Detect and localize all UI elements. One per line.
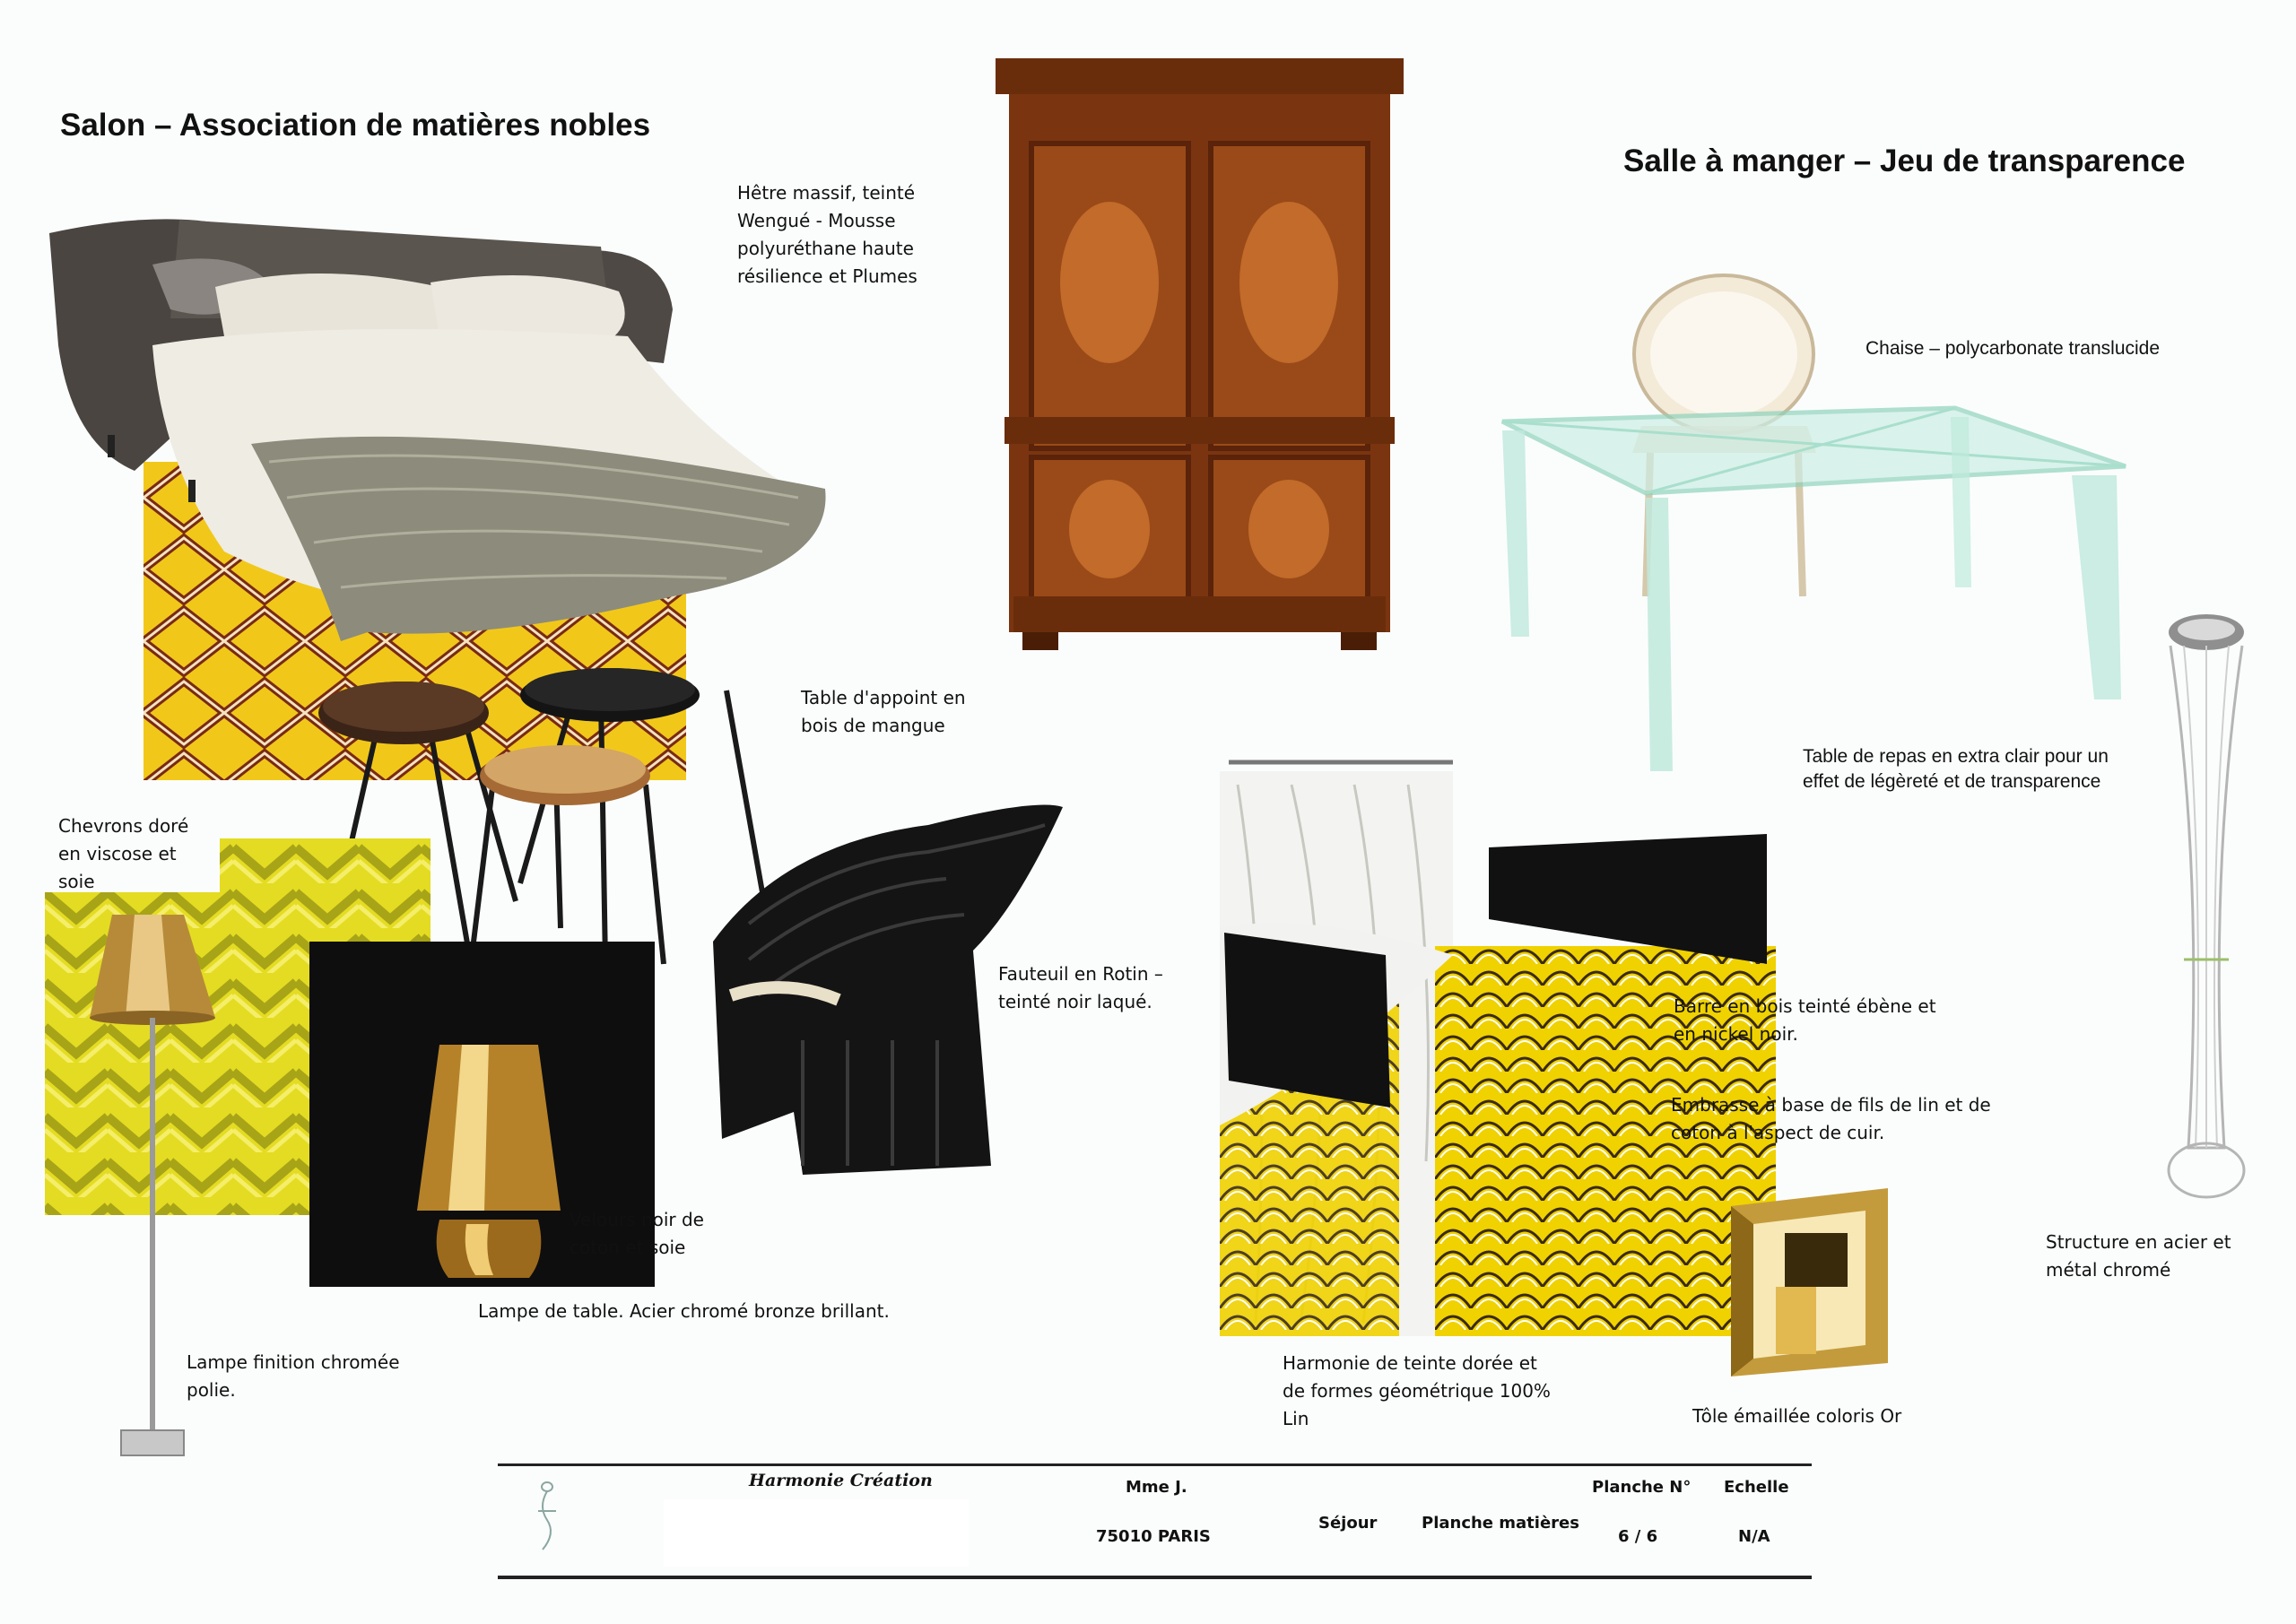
harmonie-caption: Harmonie de teinte dorée et de formes géométrique 100% Lin [1283,1352,1551,1429]
table-lamp-image [413,1040,565,1287]
salle-title: Salle à manger – Jeu de transparence [1623,143,2186,178]
chrome-floor-lamp-image [2161,610,2251,1211]
planche-value: 6 / 6 [1618,1527,1658,1546]
tole-caption: Tôle émaillée coloris Or [1692,1405,1902,1427]
footer-top-rule [498,1463,1812,1466]
echelle-label: Echelle [1724,1478,1789,1497]
armchair-caption: Fauteuil en Rotin – teinté noir laqué. [998,963,1163,1012]
sofa-caption: Hêtre massif, teinté Wengué - Mousse polyuréthane haute résilience et Plumes [737,182,918,287]
floor-lamp-caption: Lampe finition chromée polie. [187,1351,400,1401]
client-name: Mme J. [1126,1478,1187,1497]
chair-caption: Chaise – polycarbonate translucide [1866,338,2161,359]
glass-table-image [1498,395,2130,776]
sheet-type: Planche matières [1422,1514,1579,1533]
rod-caption: Barre en bois teinté ébène et en nickel noir. [1674,995,1936,1045]
brand-logo-icon [534,1480,561,1553]
redacted-block [664,1499,969,1567]
room-name: Séjour [1318,1514,1378,1533]
table-lamp-caption: Lampe de table. Acier chromé bronze brillant. [478,1300,890,1322]
chevrons-caption: Chevrons doré en viscose et soie [58,815,189,892]
planche-label: Planche N° [1592,1478,1692,1497]
brand-name: Harmonie Création [749,1471,933,1490]
salon-title: Salon – Association de matières nobles [60,108,651,143]
dining-table-caption: Table de repas en extra clair pour un effet de légèreté et de transparence [1803,746,2109,792]
footer-bottom-rule [498,1576,1812,1579]
side-table-caption: Table d'appoint en bois de mangue [801,687,966,736]
structure-caption: Structure en acier et métal chromé [2046,1231,2231,1281]
client-city: 75010 PARIS [1096,1527,1211,1546]
velours-caption: Velours noir de coton et soie [570,1209,704,1258]
gold-cube-image [1731,1188,1892,1376]
armoire-image [996,58,1404,650]
echelle-value: N/A [1738,1527,1770,1546]
tieback-caption: Embrasse à base de fils de lin et de coton à l'aspect de cuir. [1671,1094,1991,1143]
